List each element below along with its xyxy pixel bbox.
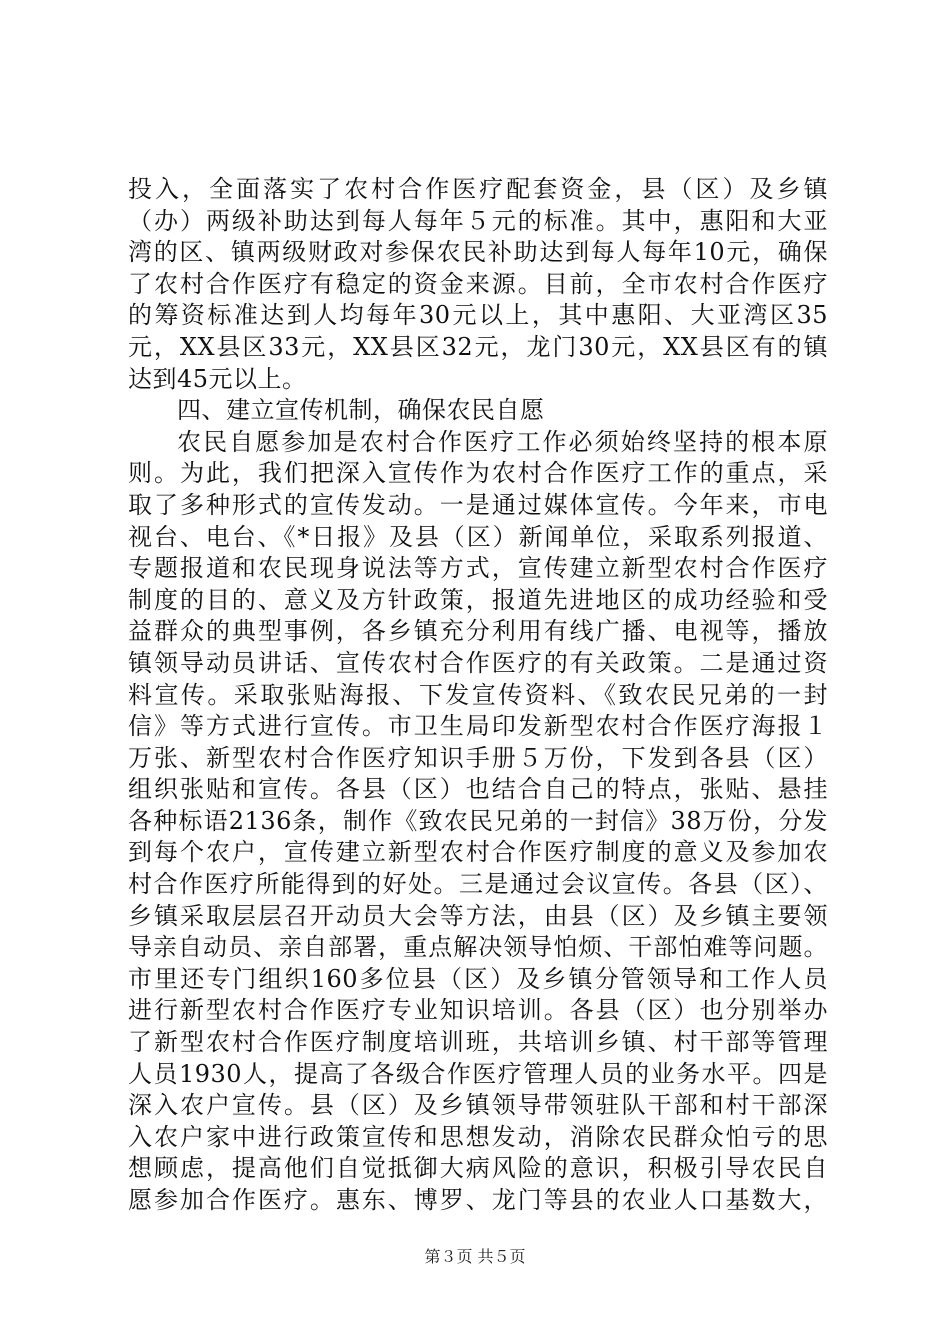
text-line: 了农村合作医疗有稳定的资金来源。目前，全市农村合作医疗 bbox=[128, 269, 828, 298]
text-line: 市里还专门组织160多位县（区）及乡镇分管领导和工作人员 bbox=[128, 964, 828, 993]
text-line: 投入，全面落实了农村合作医疗配套资金，县（区）及乡镇 bbox=[128, 175, 828, 203]
text-line: 各种标语2136条，制作《致农民兄弟的一封信》38万份，分发 bbox=[128, 806, 828, 835]
text-line: 了新型农村合作医疗制度培训班，共培训乡镇、村干部等管理 bbox=[128, 1028, 828, 1057]
text-line: 镇领导动员讲话、宣传农村合作医疗的有关政策。二是通过资 bbox=[128, 648, 828, 677]
text-line: 湾的区、镇两级财政对参保农民补助达到每人每年10元，确保 bbox=[128, 238, 828, 267]
text-line: 视台、电台、《*日报》及县（区）新闻单位，采取系列报道、 bbox=[128, 522, 828, 551]
text-line: 深入农户宣传。县（区）及乡镇领导带领驻队干部和村干部深 bbox=[128, 1091, 828, 1120]
page-number: 第３页 共５页 bbox=[424, 1247, 526, 1266]
text-line: 导亲自动员、亲自部署，重点解决领导怕烦、干部怕难等问题。 bbox=[128, 933, 828, 962]
text-line: 信》等方式进行宣传。市卫生局印发新型农村合作医疗海报１ bbox=[128, 712, 828, 741]
text-line: 则。为此，我们把深入宣传作为农村合作医疗工作的重点，采 bbox=[128, 459, 828, 488]
text-line: （办）两级补助达到每人每年５元的标准。其中，惠阳和大亚 bbox=[128, 206, 828, 235]
text-line: 村合作医疗所能得到的好处。三是通过会议宣传。各县（区）、 bbox=[128, 870, 828, 899]
text-line: 到每个农户，宣传建立新型农村合作医疗制度的意义及参加农 bbox=[128, 838, 828, 867]
text-line: 入农户家中进行政策宣传和思想发动，消除农民群众怕亏的思 bbox=[128, 1122, 828, 1151]
text-line: 万张、新型农村合作医疗知识手册５万份，下发到各县（区） bbox=[128, 743, 828, 772]
text-line: 想顾虑，提高他们自觉抵御大病风险的意识，积极引导农民自 bbox=[128, 1154, 828, 1183]
body-text bbox=[128, 174, 828, 1217]
text-line: 益群众的典型事例，各乡镇充分利用有线广播、电视等，播放 bbox=[128, 617, 828, 646]
text-line: 达到45元以上。 bbox=[128, 364, 307, 393]
text-line: 组织张贴和宣传。各县（区）也结合自己的特点，张贴、悬挂 bbox=[128, 775, 828, 804]
text-line: 元，XX县区33元，XX县区32元，龙门30元，XX县区有的镇 bbox=[128, 332, 828, 361]
text-line: 农民自愿参加是农村合作医疗工作必须始终坚持的根本原 bbox=[177, 427, 828, 456]
text-line: 乡镇采取层层召开动员大会等方法，由县（区）及乡镇主要领 bbox=[128, 901, 828, 930]
section-heading: 四、建立宣传机制，确保农民自愿 bbox=[177, 396, 545, 425]
text-line: 进行新型农村合作医疗专业知识培训。各县（区）也分别举办 bbox=[128, 996, 828, 1025]
text-line: 人员1930人，提高了各级合作医疗管理人员的业务水平。四是 bbox=[128, 1059, 828, 1088]
text-line: 专题报道和农民现身说法等方式，宣传建立新型农村合作医疗 bbox=[128, 554, 828, 583]
text-line: 取了多种形式的宣传发动。一是通过媒体宣传。今年来，市电 bbox=[128, 490, 828, 519]
text-line: 料宣传。采取张贴海报、下发宣传资料、《致农民兄弟的一封 bbox=[128, 680, 828, 709]
text-line: 制度的目的、意义及方针政策，报道先进地区的成功经验和受 bbox=[128, 585, 828, 614]
text-line: 愿参加合作医疗。惠东、博罗、龙门等县的农业人口基数大， bbox=[128, 1186, 828, 1214]
text-line: 的筹资标准达到人均每年30元以上，其中惠阳、大亚湾区35 bbox=[128, 301, 828, 330]
